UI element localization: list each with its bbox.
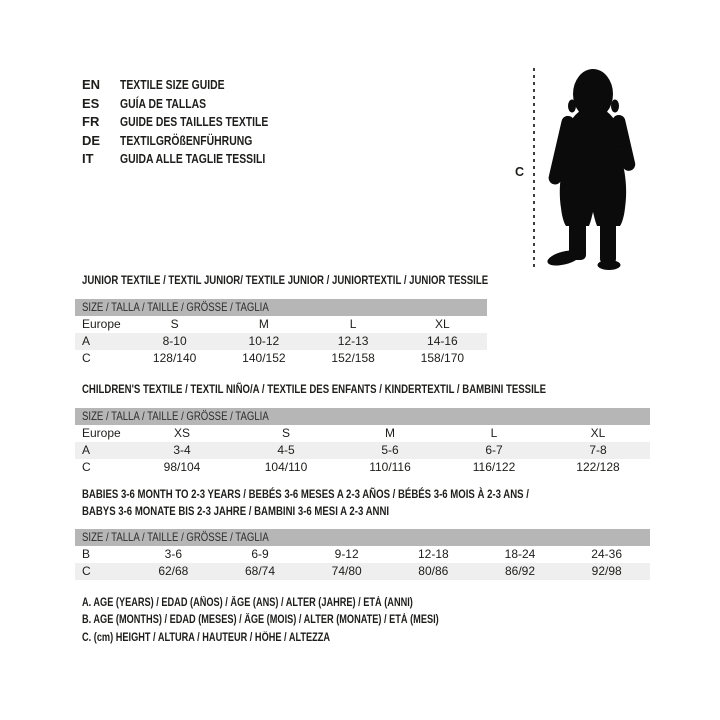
column-header: L — [490, 426, 498, 440]
table-cell: 152/158 — [331, 351, 375, 365]
table-cell: 92/98 — [591, 564, 622, 578]
table-cell: 6-9 — [251, 547, 269, 561]
column-header: XL — [590, 426, 606, 440]
column-header: XS — [173, 426, 190, 440]
table-row — [75, 442, 650, 459]
table-cell: 12-18 — [417, 547, 449, 561]
size-header-bar: SIZE / TALLA / TAILLE / GRÖSSE / TAGLIA — [75, 299, 487, 316]
babies-size-table — [75, 486, 650, 580]
size-header-bar: SIZE / TALLA / TAILLE / GRÖSSE / TAGLIA — [75, 529, 650, 546]
row-label: C — [82, 460, 91, 474]
language-code: FR — [82, 114, 100, 130]
row-label: A — [82, 443, 91, 457]
language-list — [82, 76, 305, 169]
table-cell: 24-36 — [591, 547, 622, 561]
toddler-silhouette-figure — [505, 60, 661, 272]
language-label: GUIDA ALLE TAGLIE TESSILI — [120, 151, 266, 167]
table-cell: 14-16 — [427, 334, 458, 348]
language-code: IT — [82, 151, 94, 167]
legend-notes — [82, 595, 528, 647]
table-cell: 10-12 — [248, 334, 280, 348]
table-cell: 98/104 — [163, 460, 201, 474]
language-row-en — [82, 76, 305, 95]
table-row — [75, 316, 487, 333]
column-header: S — [281, 426, 290, 440]
language-label: TEXTILE SIZE GUIDE — [120, 77, 225, 92]
table-cell: 4-5 — [277, 443, 295, 457]
language-code: ES — [82, 95, 100, 111]
row-label: A — [82, 334, 91, 348]
table-cell: 158/170 — [420, 351, 465, 365]
height-measure-label: C — [515, 165, 525, 179]
table-row — [75, 425, 650, 442]
note-line-c: C. (cm) HEIGHT / ALTURA / HAUTEUR / HÖHE / ALTEZZA — [82, 631, 331, 644]
column-header: XL — [435, 317, 450, 331]
language-row-de — [82, 132, 305, 151]
table-cell: 5-6 — [381, 443, 399, 457]
table-cell: 104/110 — [264, 460, 308, 474]
table-cell: 140/152 — [242, 351, 286, 365]
note-line-a: A. AGE (YEARS) / EDAD (AÑOS) / ÂGE (ANS) / ALTER (JAHRE) / ETÀ (ANNI) — [82, 597, 413, 609]
language-row-fr — [82, 113, 305, 132]
children-size-table — [75, 381, 650, 476]
table-row — [75, 350, 487, 367]
table-cell: 122/128 — [576, 460, 620, 474]
row-label: Europe — [82, 426, 121, 440]
column-header: M — [258, 317, 269, 331]
size-header-bar: SIZE / TALLA / TAILLE / GRÖSSE / TAGLIA — [75, 408, 650, 425]
column-header: L — [349, 317, 357, 331]
table-title: JUNIOR TEXTILE / TEXTIL JUNIOR/ TEXTILE JUNIOR / JUNIORTEXTIL / JUNIOR TESSILE — [82, 273, 489, 287]
junior-size-table — [75, 272, 487, 367]
toddler-silhouette-icon — [546, 69, 637, 270]
table-row — [75, 459, 650, 476]
table-cell: 9-12 — [334, 547, 359, 561]
language-label: GUÍA DE TALLAS — [120, 95, 207, 111]
column-header: S — [170, 317, 179, 331]
table-cell: 74/80 — [331, 564, 362, 578]
table-cell: 80/86 — [418, 564, 449, 578]
row-label: Europe — [82, 317, 121, 331]
table-cell: 12-13 — [337, 334, 369, 348]
language-row-it — [82, 150, 305, 169]
table-cell: 6-7 — [485, 443, 503, 457]
row-label: C — [82, 351, 91, 365]
language-code: DE — [82, 132, 101, 148]
table-title: CHILDREN'S TEXTILE / TEXTIL NIÑO/A / TEXTILE DES ENFANTS / KINDERTEXTIL / BAMBINI TESSILE — [82, 382, 547, 396]
table-cell: 116/122 — [472, 460, 516, 474]
table-cell: 3-6 — [164, 547, 182, 561]
language-code: EN — [82, 77, 101, 92]
language-label: TEXTILGRÖßENFÜHRUNG — [120, 132, 253, 148]
table-title: BABIES 3-6 MONTH TO 2-3 YEARS / BEBÉS 3-6 MESES A 2-3 AÑOS / BÉBÉS 3-6 MOIS À 2-3 ANS / BABYS 3-6 MONATE BIS 2-3 JAHRE / BAMBINI 3-6 MESI A 2-3 ANNI — [82, 487, 529, 518]
note-line-b: B. AGE (MONTHS) / EDAD (MESES) / ÂGE (MOIS) / ALTER (MONATE) / ETÀ (MESI) — [82, 614, 439, 627]
table-cell: 110/116 — [369, 460, 411, 474]
column-header: M — [385, 426, 395, 440]
table-row — [75, 333, 487, 350]
table-cell: 128/140 — [152, 351, 197, 365]
table-row — [75, 563, 650, 580]
table-cell: 8-10 — [162, 334, 187, 348]
table-cell: 68/74 — [244, 564, 275, 578]
table-cell: 62/68 — [158, 564, 189, 578]
table-cell: 3-4 — [173, 443, 191, 457]
table-row — [75, 546, 650, 563]
table-cell: 86/92 — [504, 564, 535, 578]
language-row-es — [82, 95, 305, 114]
table-cell: 18-24 — [504, 547, 536, 561]
table-cell: 7-8 — [589, 443, 607, 457]
row-label: C — [82, 564, 91, 578]
language-label: GUIDE DES TAILLES TEXTILE — [120, 114, 269, 130]
row-label: B — [82, 547, 91, 561]
